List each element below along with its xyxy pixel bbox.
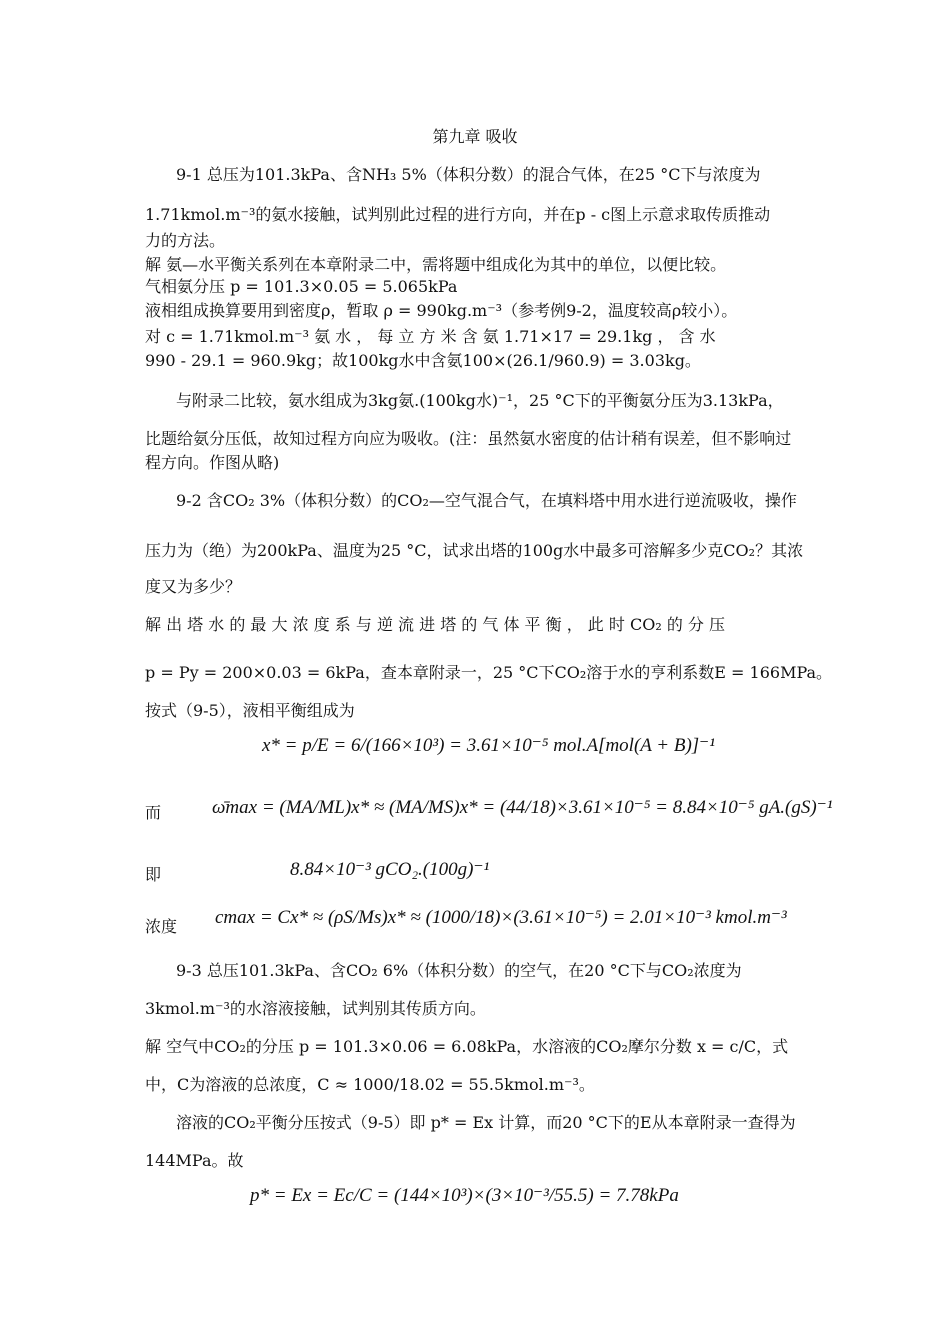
equation-label-concentration: 浓度 [145, 917, 178, 936]
text-line-19: 3kmol.m⁻³的水溶液接触，试判别其传质方向。 [145, 999, 486, 1018]
text-line-9: 与附录二比较，氨水组成为3kg氨.(100kg水)⁻¹，25 °C下的平衡氨分压为3.13kPa， [176, 391, 784, 410]
equation-grams-co2: 8.84×10⁻³ gCO₂.(100g)⁻¹ [290, 859, 490, 880]
page-title: 第九章 吸收 [432, 127, 518, 146]
text-line-15: 解 出 塔 水 的 最 大 浓 度 系 与 逆 流 进 塔 的 气 体 平 衡 ， 此 时 CO₂ 的 分 压 [145, 615, 726, 634]
equation-label-ji: 即 [145, 865, 162, 884]
equation-c-max: cmax = Cx* ≈ (ρS/Ms)x* ≈ (1000/18)×(3.61×10⁻⁵) = 2.01×10⁻³ kmol.m⁻³ [215, 907, 787, 928]
text-line-14: 度又为多少？ [145, 577, 242, 596]
text-line-13: 压力为（绝）为200kPa、温度为25 °C，试求出塔的100g水中最多可溶解多少克CO₂？其浓 [145, 541, 804, 560]
text-line-17: 按式（9-5），液相平衡组成为 [145, 701, 355, 720]
text-line-18: 9-3 总压101.3kPa、含CO₂ 6%（体积分数）的空气，在20 °C下与CO₂浓度为 [176, 961, 742, 980]
text-line-1: 9-1 总压为101.3kPa、含NH₃ 5%（体积分数）的混合气体，在25 °C下与浓度为 [176, 165, 761, 184]
text-line-3: 力的方法。 [145, 231, 226, 250]
equation-x-star: x* = p/E = 6/(166×10³) = 3.61×10⁻⁵ mol.A[mol(A + B)]⁻¹ [262, 735, 715, 756]
text-line-21: 中，C为溶液的总浓度，C ≈ 1000/18.02 = 55.5kmol.m⁻³。 [145, 1075, 595, 1094]
text-line-12: 9-2 含CO₂ 3%（体积分数）的CO₂—空气混合气，在填料塔中用水进行逆流吸收，操作 [176, 491, 797, 510]
text-line-10: 比题给氨分压低，故知过程方向应为吸收。(注：虽然氨水密度的估计稍有误差，但不影响过 [145, 429, 792, 448]
text-line-7: 对 c = 1.71kmol.m⁻³ 氨 水 ， 每 立 方 米 含 氨 1.71×17 = 29.1kg ， 含 水 [145, 327, 716, 346]
text-line-6: 液相组成换算要用到密度ρ，暂取 ρ = 990kg.m⁻³（参考例9-2，温度较高ρ较小）。 [145, 301, 738, 320]
text-line-4: 解 氨—水平衡关系列在本章附录二中，需将题中组成化为其中的单位，以便比较。 [145, 255, 727, 274]
equation-label-er: 而 [145, 803, 162, 822]
text-line-11: 程方向。作图从略) [145, 453, 280, 472]
text-line-5: 气相氨分压 p = 101.3×0.05 = 5.065kPa [145, 277, 458, 296]
text-line-23: 144MPa。故 [145, 1151, 244, 1170]
equation-p-star: p* = Ex = Ec/C = (144×10³)×(3×10⁻³/55.5) = 7.78kPa [250, 1185, 679, 1206]
text-line-8: 990 - 29.1 = 960.9kg；故100kg水中含氨100×(26.1/960.9) = 3.03kg。 [145, 351, 701, 370]
equation-omega-max: ω̄max = (MA/ML)x* ≈ (MA/MS)x* = (44/18)×3.61×10⁻⁵ = 8.84×10⁻⁵ gA.(gS)⁻¹ [212, 797, 833, 818]
text-line-16: p = Py = 200×0.03 = 6kPa，查本章附录一，25 °C下CO₂溶于水的亨利系数E = 166MPa。 [145, 663, 833, 682]
text-line-20: 解 空气中CO₂的分压 p = 101.3×0.06 = 6.08kPa，水溶液的CO₂摩尔分数 x = c/C，式 [145, 1037, 789, 1056]
text-line-22: 溶液的CO₂平衡分压按式（9-5）即 p* = Ex 计算，而20 °C下的E从本章附录一查得为 [176, 1113, 796, 1132]
text-line-2: 1.71kmol.m⁻³的氨水接触，试判别此过程的进行方向，并在p - c图上示意求取传质推动 [145, 205, 771, 224]
